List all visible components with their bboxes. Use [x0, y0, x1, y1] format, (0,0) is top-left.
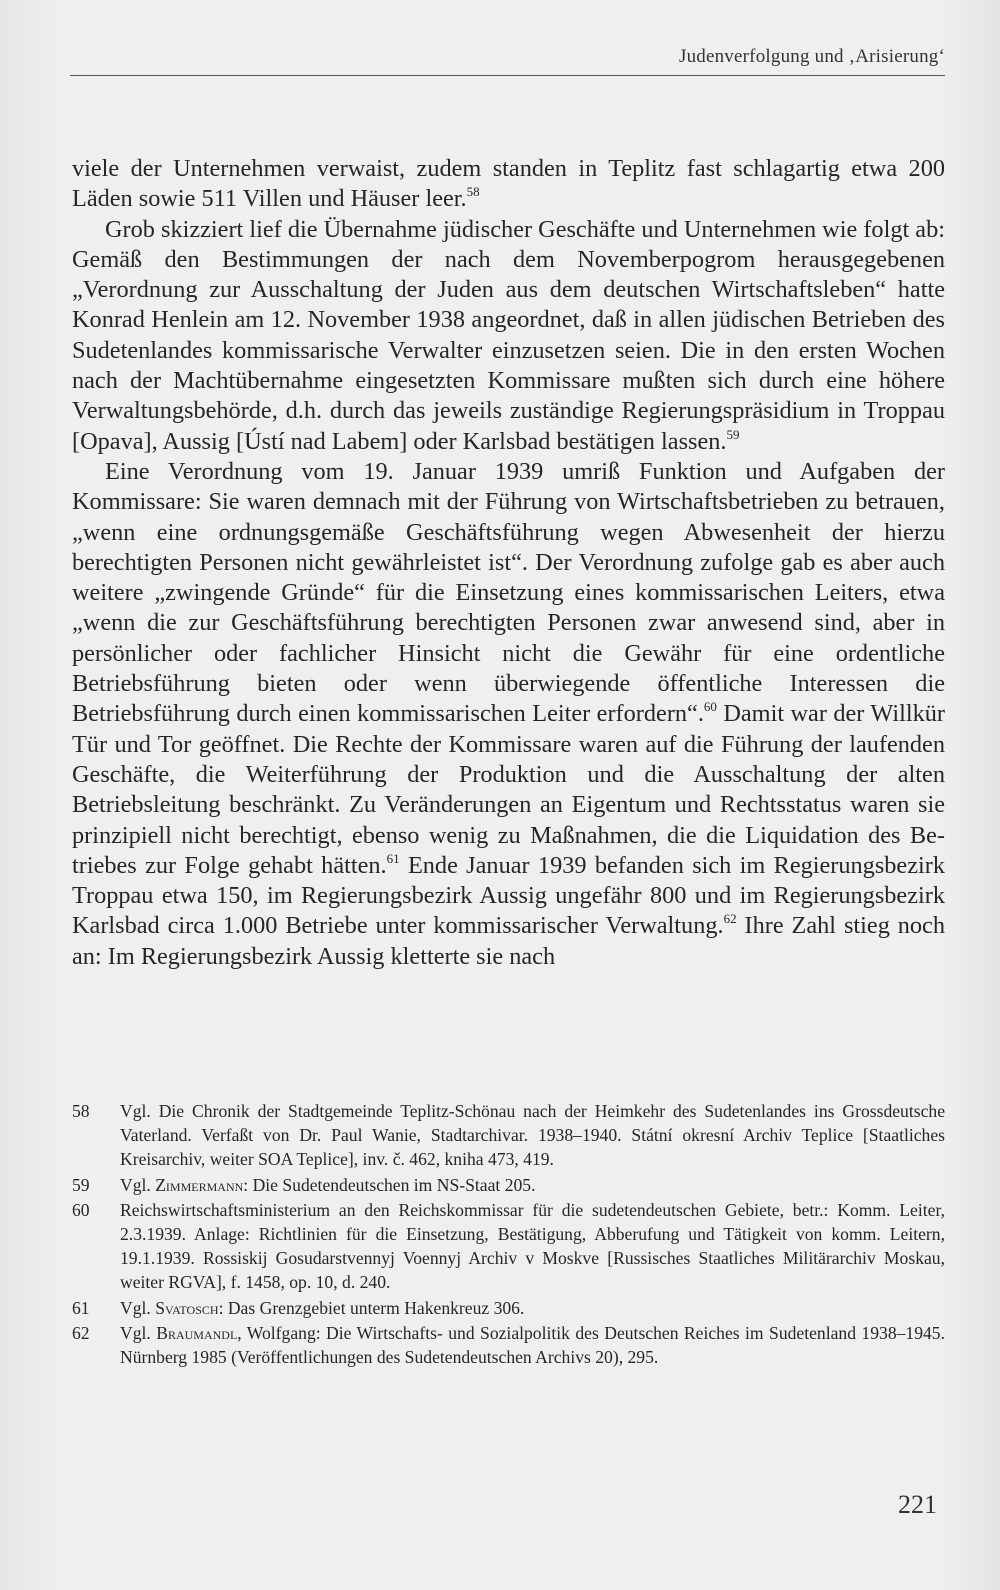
footnote-ref-62[interactable]: 62 — [723, 911, 737, 927]
paragraph-2 — [72, 215, 945, 457]
footnote-number: 61 — [72, 1297, 90, 1318]
paragraph-3-text-d: Ihre Zahl stieg noch an: Im Regierungsbezirk Aussig kletterte sie nach — [72, 912, 945, 970]
footnote-text: Reichswirtschaftsministerium an den Reichskommissar für die sudetendeutschen Gebiete, betr.: Komm. Leiter, 2.3.1939. Anlage: Richtlinien für die Einsetzung, Bestätigung, Abberufung und Tätigkeit von komm. Leitern, 19.1.1939. Rossiskij Gosudarstvennyj Voennyj Archiv v Moskve [Russisches Staatliches Militärarchiv Moskau, weiter RGVA], f. 1458, op. 10, d. 240. — [120, 1199, 945, 1293]
header-rule — [70, 75, 945, 76]
footnote-author: Zimmermann — [155, 1174, 244, 1195]
running-head: Judenverfolgung und ‚Arisierung‘ — [678, 46, 945, 67]
paragraph-2-text: Grob skizziert lief die Übernahme jüdischer Geschäfte und Unternehmen wie folgt ab: Gemäß den Bestimmungen der nach dem Novemberpogrom herausgegebenen „Verordnung zur Ausschaltung der Juden aus dem deutschen Wirtschaftsleben“ hatte Konrad Henlein am 12. November 1938 angeordnet, daß in allen jüdischen Betrieben des Sudetenlandes kommissarische Verwalter einzusetzen seien. Die in den ersten Wochen nach der Machtübernahme eingesetzten Kommissare mußten sich durch eine höhere Verwaltungsbehörde, d.h. durch das jeweils zuständige Regierungspräsidium in Troppau [Opava], Aussig [Ústí nad Labem] oder Karlsbad bestätigen lassen. — [72, 215, 945, 455]
footnote-author: Braumandl — [156, 1322, 238, 1343]
footnote-prefix: Vgl. — [120, 1322, 157, 1343]
footnote-number: 58 — [72, 1101, 90, 1121]
footnote-rest: : Die Sudetendeutschen im NS-Staat 205. — [243, 1174, 536, 1195]
paragraph-3 — [72, 457, 945, 972]
footnote-ref-61[interactable]: 61 — [386, 850, 400, 866]
footnote-60 — [72, 1198, 945, 1295]
paragraph-1 — [72, 154, 945, 215]
footnote-rest: , Wolfgang: Die Wirtschafts- und Sozialpolitik des Deutschen Reiches im Sudetenland 1938–1945. Nürnberg 1985 (Veröffentlichungen des Sudetendeutschen Archivs 20), 295. — [120, 1322, 945, 1368]
footnote-ref-58[interactable]: 58 — [466, 184, 480, 200]
footnote-prefix: Vgl. — [120, 1174, 156, 1195]
footnotes — [72, 1099, 945, 1370]
footnote-text — [120, 1321, 945, 1369]
footnote-text: Vgl. Die Chronik der Stadtgemeinde Teplitz-Schönau nach der Heimkehr des Sudetenlandes ins Grossdeutsche Vaterland. Verfaßt von Dr. Paul Wanie, Stadtarchivar. 1938–1940. Státní okresní Archiv Teplice [Staatliches Kreisarchiv, weiter SOA Teplice], inv. č. 462, kniha 473, 419. — [120, 1101, 945, 1170]
paragraph-1-text: viele der Unternehmen verwaist, zudem standen in Teplitz fast schlagartig etwa 200 Läden sowie 511 Villen und Häuser leer. — [72, 155, 945, 213]
footnote-62 — [72, 1321, 945, 1369]
footnote-61 — [72, 1296, 945, 1320]
paragraph-3-text-a: Eine Verordnung vom 19. Januar 1939 umriß Funktion und Aufgaben der Kommissare: Sie waren demnach mit der Führung von Wirtschaftsbetrieben zu betrauen, „wenn eine ordnungsgemäße Geschäftsführung wegen Abwesenheit der hierzu berechtigten Personen nicht gewährleistet ist“. Der Verordnung zufolge gab es aber auch weitere „zwingende Gründe“ für die Einsetzung eines kommissarischen Leiters, etwa „wenn die zur Geschäftsführung berechtigten Personen zwar anwesend sind, aber in persönlicher oder fachlicher Hinsicht nicht die Gewähr für eine ordentliche Betriebsführung bieten oder wenn überwiegende öffentliche Interessen die Betriebsführung durch einen kommissarischen Leiter erfordern“. — [72, 457, 945, 728]
footnote-ref-60[interactable]: 60 — [703, 699, 717, 715]
footnote-prefix: Vgl. — [120, 1297, 156, 1318]
footnote-text — [120, 1296, 945, 1320]
footnote-58 — [72, 1099, 945, 1172]
footnote-text — [120, 1173, 945, 1197]
footnote-59 — [72, 1173, 945, 1197]
footnote-rest: : Das Grenzgebiet unterm Hakenkreuz 306. — [218, 1297, 525, 1318]
footnote-number: 62 — [72, 1322, 90, 1343]
page-number: 221 — [898, 1490, 937, 1519]
main-text — [72, 154, 945, 972]
paragraph-3-text-c: Ende Januar 1939 befanden sich im Regierungsbezirk Troppau etwa 150, im Regierungsbezirk Aussig ungefähr 800 und im Regierungsbezirk Karlsbad circa 1.000 Betriebe unter kommissarischer Verwaltung. — [72, 851, 945, 940]
paragraph-3-text-b: Damit war der Willkür Tür und Tor geöffnet. Die Rechte der Kommissare waren auf die Führung der laufenden Geschäfte, die Weiterführung der Produktion und die Ausschaltung der alten Betriebsleitung beschränkt. Zu Veränderungen an Eigentum und Rechtsstatus waren sie prinzipiell nicht berechtigt, ebenso wenig zu Maßnahmen, die die Liquidation des Betriebes zur Folge gehabt hätten. — [72, 700, 945, 879]
footnote-number: 60 — [72, 1199, 90, 1220]
footnote-author: Svatosch — [155, 1297, 219, 1318]
footnote-number: 59 — [72, 1174, 90, 1195]
footnote-ref-59[interactable]: 59 — [726, 426, 740, 442]
